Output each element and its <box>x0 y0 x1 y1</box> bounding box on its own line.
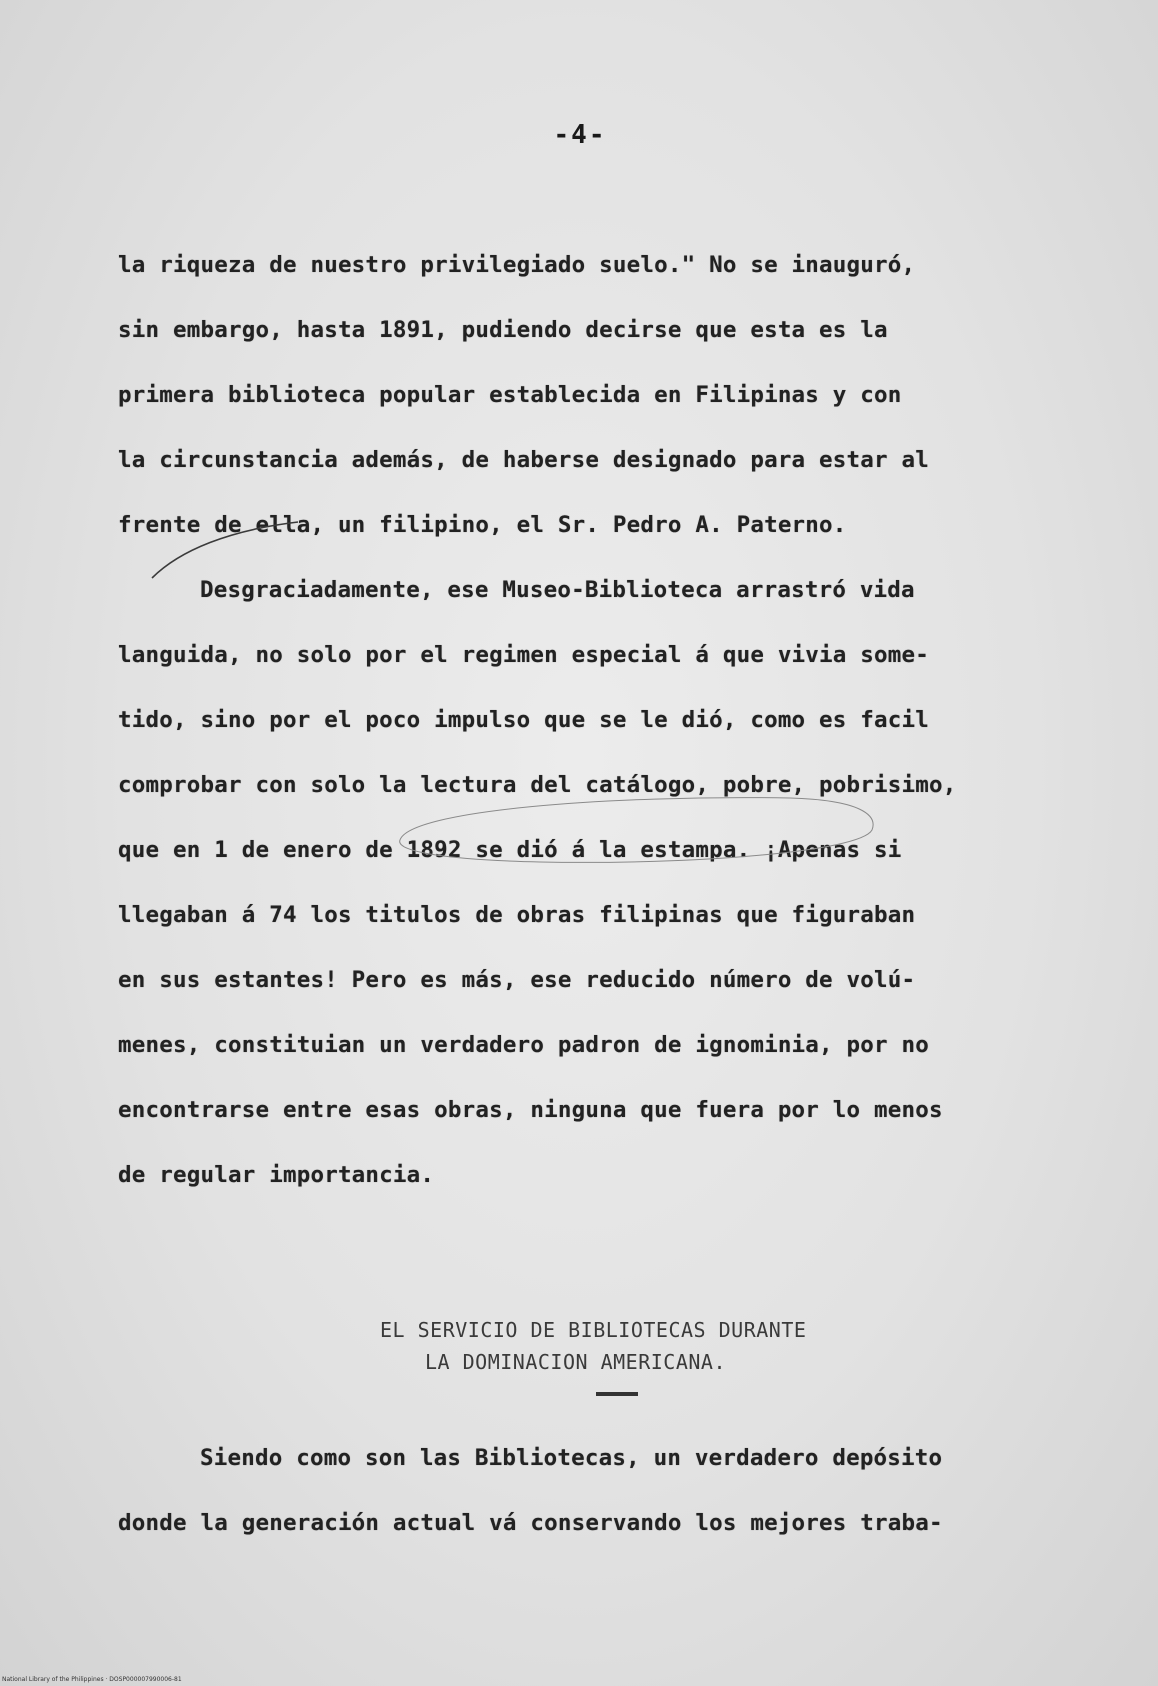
text-line: comprobar con solo la lectura del catálogo, pobre, pobrisimo, <box>118 772 957 798</box>
section-heading-line2: LA DOMINACION AMERICANA. <box>425 1350 726 1374</box>
text-line: la riqueza de nuestro privilegiado suelo." No se inauguró, <box>118 252 916 278</box>
text-line: la circunstancia además, de haberse designado para estar al <box>118 447 930 473</box>
heading-rule <box>596 1392 638 1396</box>
text-line: sin embargo, hasta 1891, pudiendo decirse que esta es la <box>118 317 888 343</box>
text-line: de regular importancia. <box>118 1162 435 1188</box>
text-line: que en 1 de enero de 1892 se dió á la estampa. ¡Apenas si <box>118 837 902 863</box>
text-line: primera biblioteca popular establecida en Filipinas y con <box>118 382 902 408</box>
section-heading-line1: EL SERVICIO DE BIBLIOTECAS DURANTE <box>380 1318 807 1342</box>
text-line: frente de ella, un filipino, el Sr. Pedro A. Paterno. <box>118 512 847 538</box>
text-line: Desgraciadamente, ese Museo-Biblioteca arrastró vida <box>200 577 915 603</box>
page-number: -4- <box>553 120 607 150</box>
paragraph-new-section <box>118 1443 1078 1573</box>
text-line: tido, sino por el poco impulso que se le dió, como es facil <box>118 707 930 733</box>
text-line: encontrarse entre esas obras, ninguna que fuera por lo menos <box>118 1097 943 1123</box>
text-line: languida, no solo por el regimen especial á que vivia some- <box>118 642 930 668</box>
text-line: donde la generación actual vá conservando los mejores traba- <box>118 1510 943 1536</box>
text-line: en sus estantes! Pero es más, ese reducido número de volú- <box>118 967 916 993</box>
section-heading <box>380 1315 940 1379</box>
text-line: Siendo como son las Bibliotecas, un verdadero depósito <box>200 1445 943 1471</box>
text-line: llegaban á 74 los titulos de obras filipinas que figuraban <box>118 902 916 928</box>
paragraph-continuation <box>118 250 1078 1225</box>
scan-credit: National Library of the Philippines · DOSP000007990006-81 <box>2 1676 182 1683</box>
text-line: menes, constituian un verdadero padron de ignominia, por no <box>118 1032 930 1058</box>
